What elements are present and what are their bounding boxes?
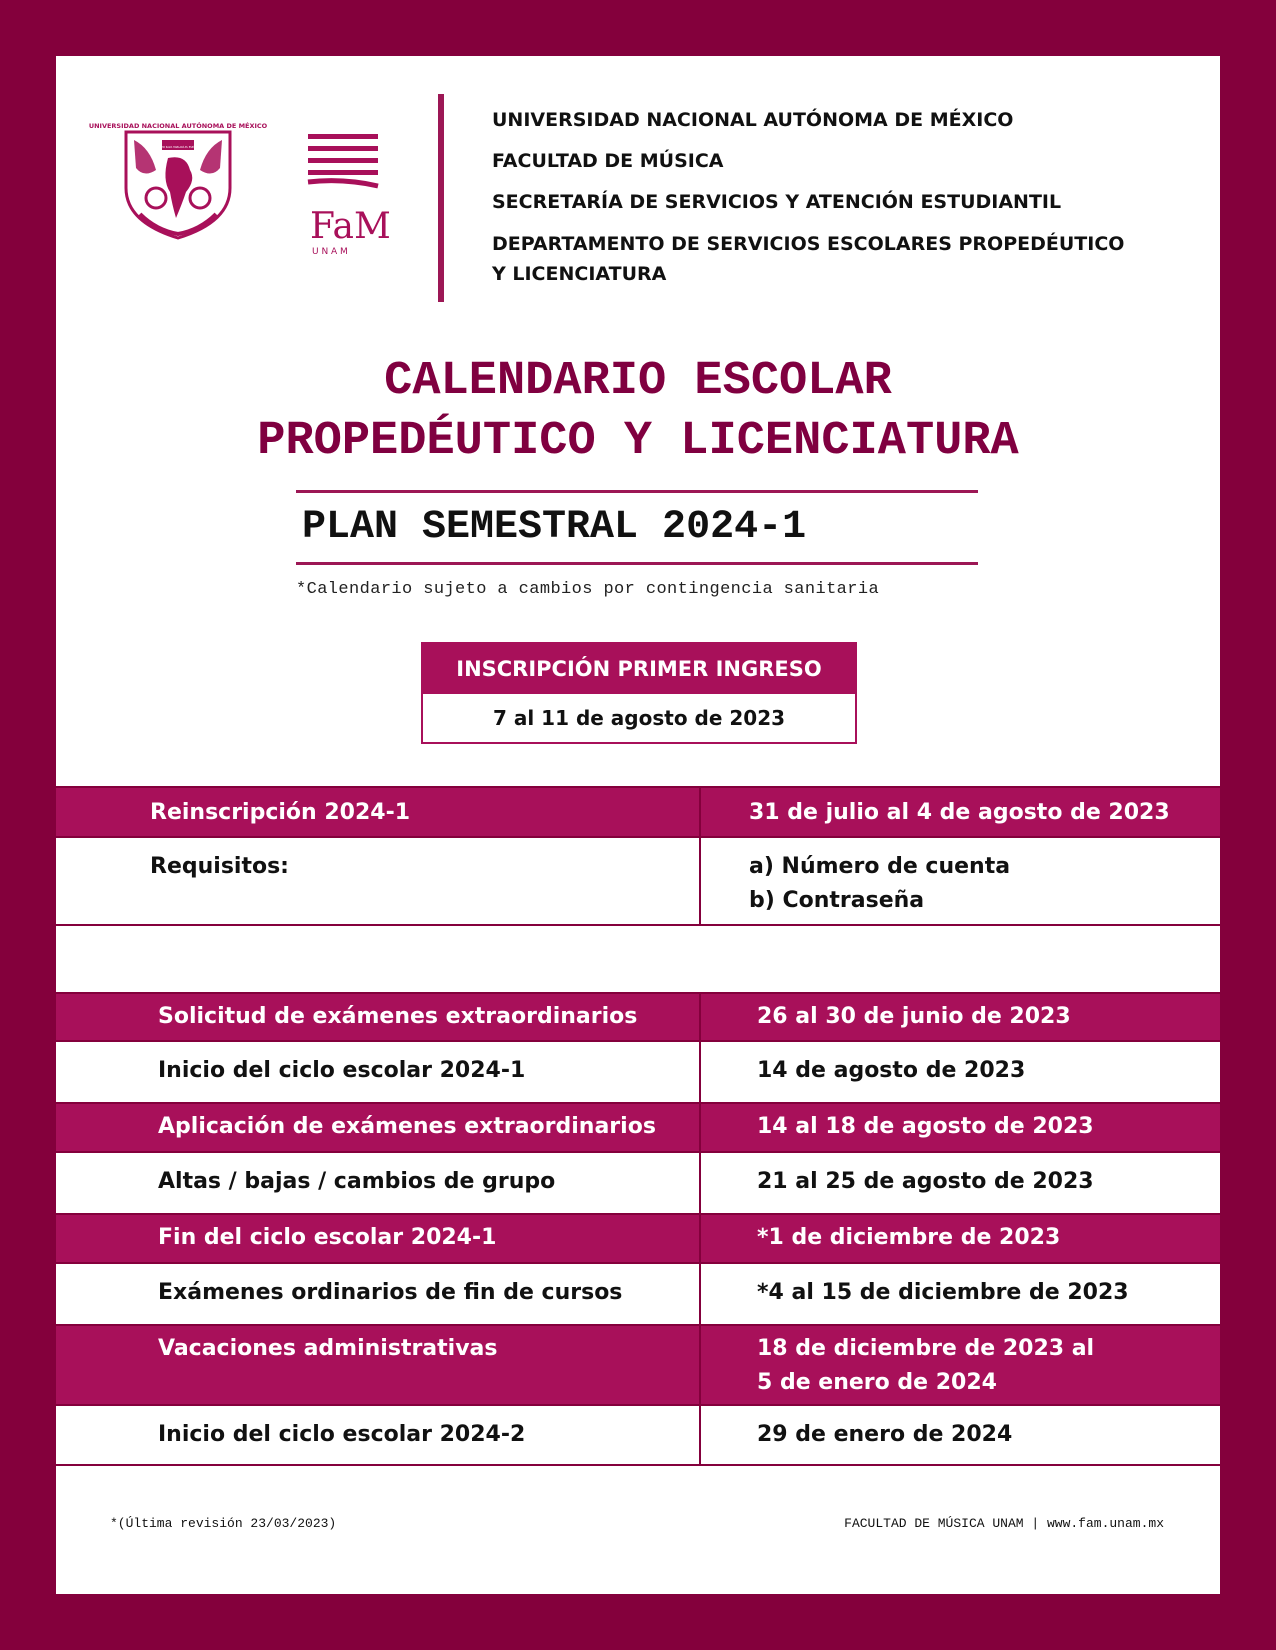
row-date: 21 al 25 de agosto de 2023: [757, 1169, 1094, 1194]
fam-logo-letters: FaM: [310, 206, 391, 247]
row-label: Aplicación de exámenes extraordinarios: [56, 1104, 701, 1151]
requirement-item: a) Número de cuenta: [749, 854, 1011, 879]
table-row: [56, 788, 1220, 838]
requirement-item: b) Contraseña: [749, 888, 925, 913]
row-date: 26 al 30 de junio de 2023: [757, 1004, 1071, 1029]
footer-credit: FACULTAD DE MÚSICA UNAM | www.fam.unam.mx: [844, 1516, 1164, 1531]
institution-line: FACULTAD DE MÚSICA: [492, 150, 724, 172]
institution-line: SECRETARÍA DE SERVICIOS Y ATENCIÓN ESTUDIANTIL: [492, 191, 1062, 213]
table-row: [56, 1326, 1220, 1406]
calendar-table: [56, 992, 1220, 1466]
unam-motto-text: POR MI RAZA HABLARÁ EL ESPÍRITU: [156, 146, 200, 149]
table-row: [56, 1406, 1220, 1466]
row-label: Exámenes ordinarios de fin de cursos: [56, 1264, 701, 1324]
institution-line: [492, 229, 1172, 289]
inscription-label: INSCRIPCIÓN PRIMER INGRESO: [423, 644, 855, 694]
institution-line: UNIVERSIDAD NACIONAL AUTÓNOMA DE MÉXICO: [492, 109, 1014, 131]
table-row: [56, 838, 1220, 926]
fam-logo-unam: U N A M: [312, 247, 348, 257]
plan-subtitle: PLAN SEMESTRAL 2024-1: [302, 505, 807, 550]
row-label: Altas / bajas / cambios de grupo: [56, 1153, 701, 1213]
table-row: [56, 1104, 1220, 1153]
calendar-page: [56, 56, 1220, 1594]
subtitle-bottom-rule: [296, 562, 978, 565]
row-date-range: [701, 1326, 1220, 1404]
fam-unam-logo: [308, 134, 391, 258]
row-label: Inicio del ciclo escolar 2024-1: [56, 1042, 701, 1102]
row-label: Vacaciones administrativas: [56, 1326, 701, 1404]
revision-note: *(Última revisión 23/03/2023): [110, 1516, 337, 1531]
row-date: 14 de agosto de 2023: [757, 1058, 1026, 1083]
contingency-note: *Calendario sujeto a cambios por contingencia sanitaria: [296, 580, 880, 599]
page-title: [56, 352, 1220, 472]
row-label: Fin del ciclo escolar 2024-1: [56, 1215, 701, 1262]
requirements-list: [701, 838, 1220, 924]
row-date: 14 al 18 de agosto de 2023: [757, 1114, 1094, 1139]
institution-block: [492, 106, 1172, 301]
row-label: Inicio del ciclo escolar 2024-2: [56, 1406, 701, 1464]
inscription-date: 7 al 11 de agosto de 2023: [492, 706, 786, 730]
table-row: [56, 1042, 1220, 1104]
unam-seal-logo: [88, 118, 268, 242]
row-date: *1 de diciembre de 2023: [757, 1225, 1061, 1250]
reinscription-table: [56, 786, 1220, 926]
unam-seal-text: UNIVERSIDAD NACIONAL AUTÓNOMA DE MÉXICO: [88, 122, 268, 130]
row-date: 31 de julio al 4 de agosto de 2023: [749, 800, 1170, 825]
row-label: Solicitud de exámenes extraordinarios: [56, 994, 701, 1040]
table-row: [56, 994, 1220, 1042]
row-label: Requisitos:: [56, 838, 701, 924]
title-line-1: CALENDARIO ESCOLAR: [384, 355, 892, 408]
inscription-box: [421, 642, 857, 744]
subtitle-top-rule: [296, 490, 978, 493]
row-date: 29 de enero de 2024: [757, 1422, 1013, 1447]
row-date: *4 al 15 de diciembre de 2023: [757, 1280, 1129, 1305]
title-line-2: PROPEDÉUTICO Y LICENCIATURA: [257, 415, 1019, 468]
row-date-line: 18 de diciembre de 2023 al: [757, 1336, 1095, 1361]
institution-line-part: DEPARTAMENTO DE SERVICIOS ESCOLARES PROPEDÉUTICO: [492, 233, 1125, 255]
header-divider: [438, 94, 444, 302]
row-date-line: 5 de enero de 2024: [757, 1370, 997, 1395]
table-row: [56, 1153, 1220, 1215]
table-row: [56, 1215, 1220, 1264]
row-label: Reinscripción 2024-1: [56, 788, 701, 836]
institution-line-part: Y LICENCIATURA: [492, 263, 667, 285]
table-row: [56, 1264, 1220, 1326]
